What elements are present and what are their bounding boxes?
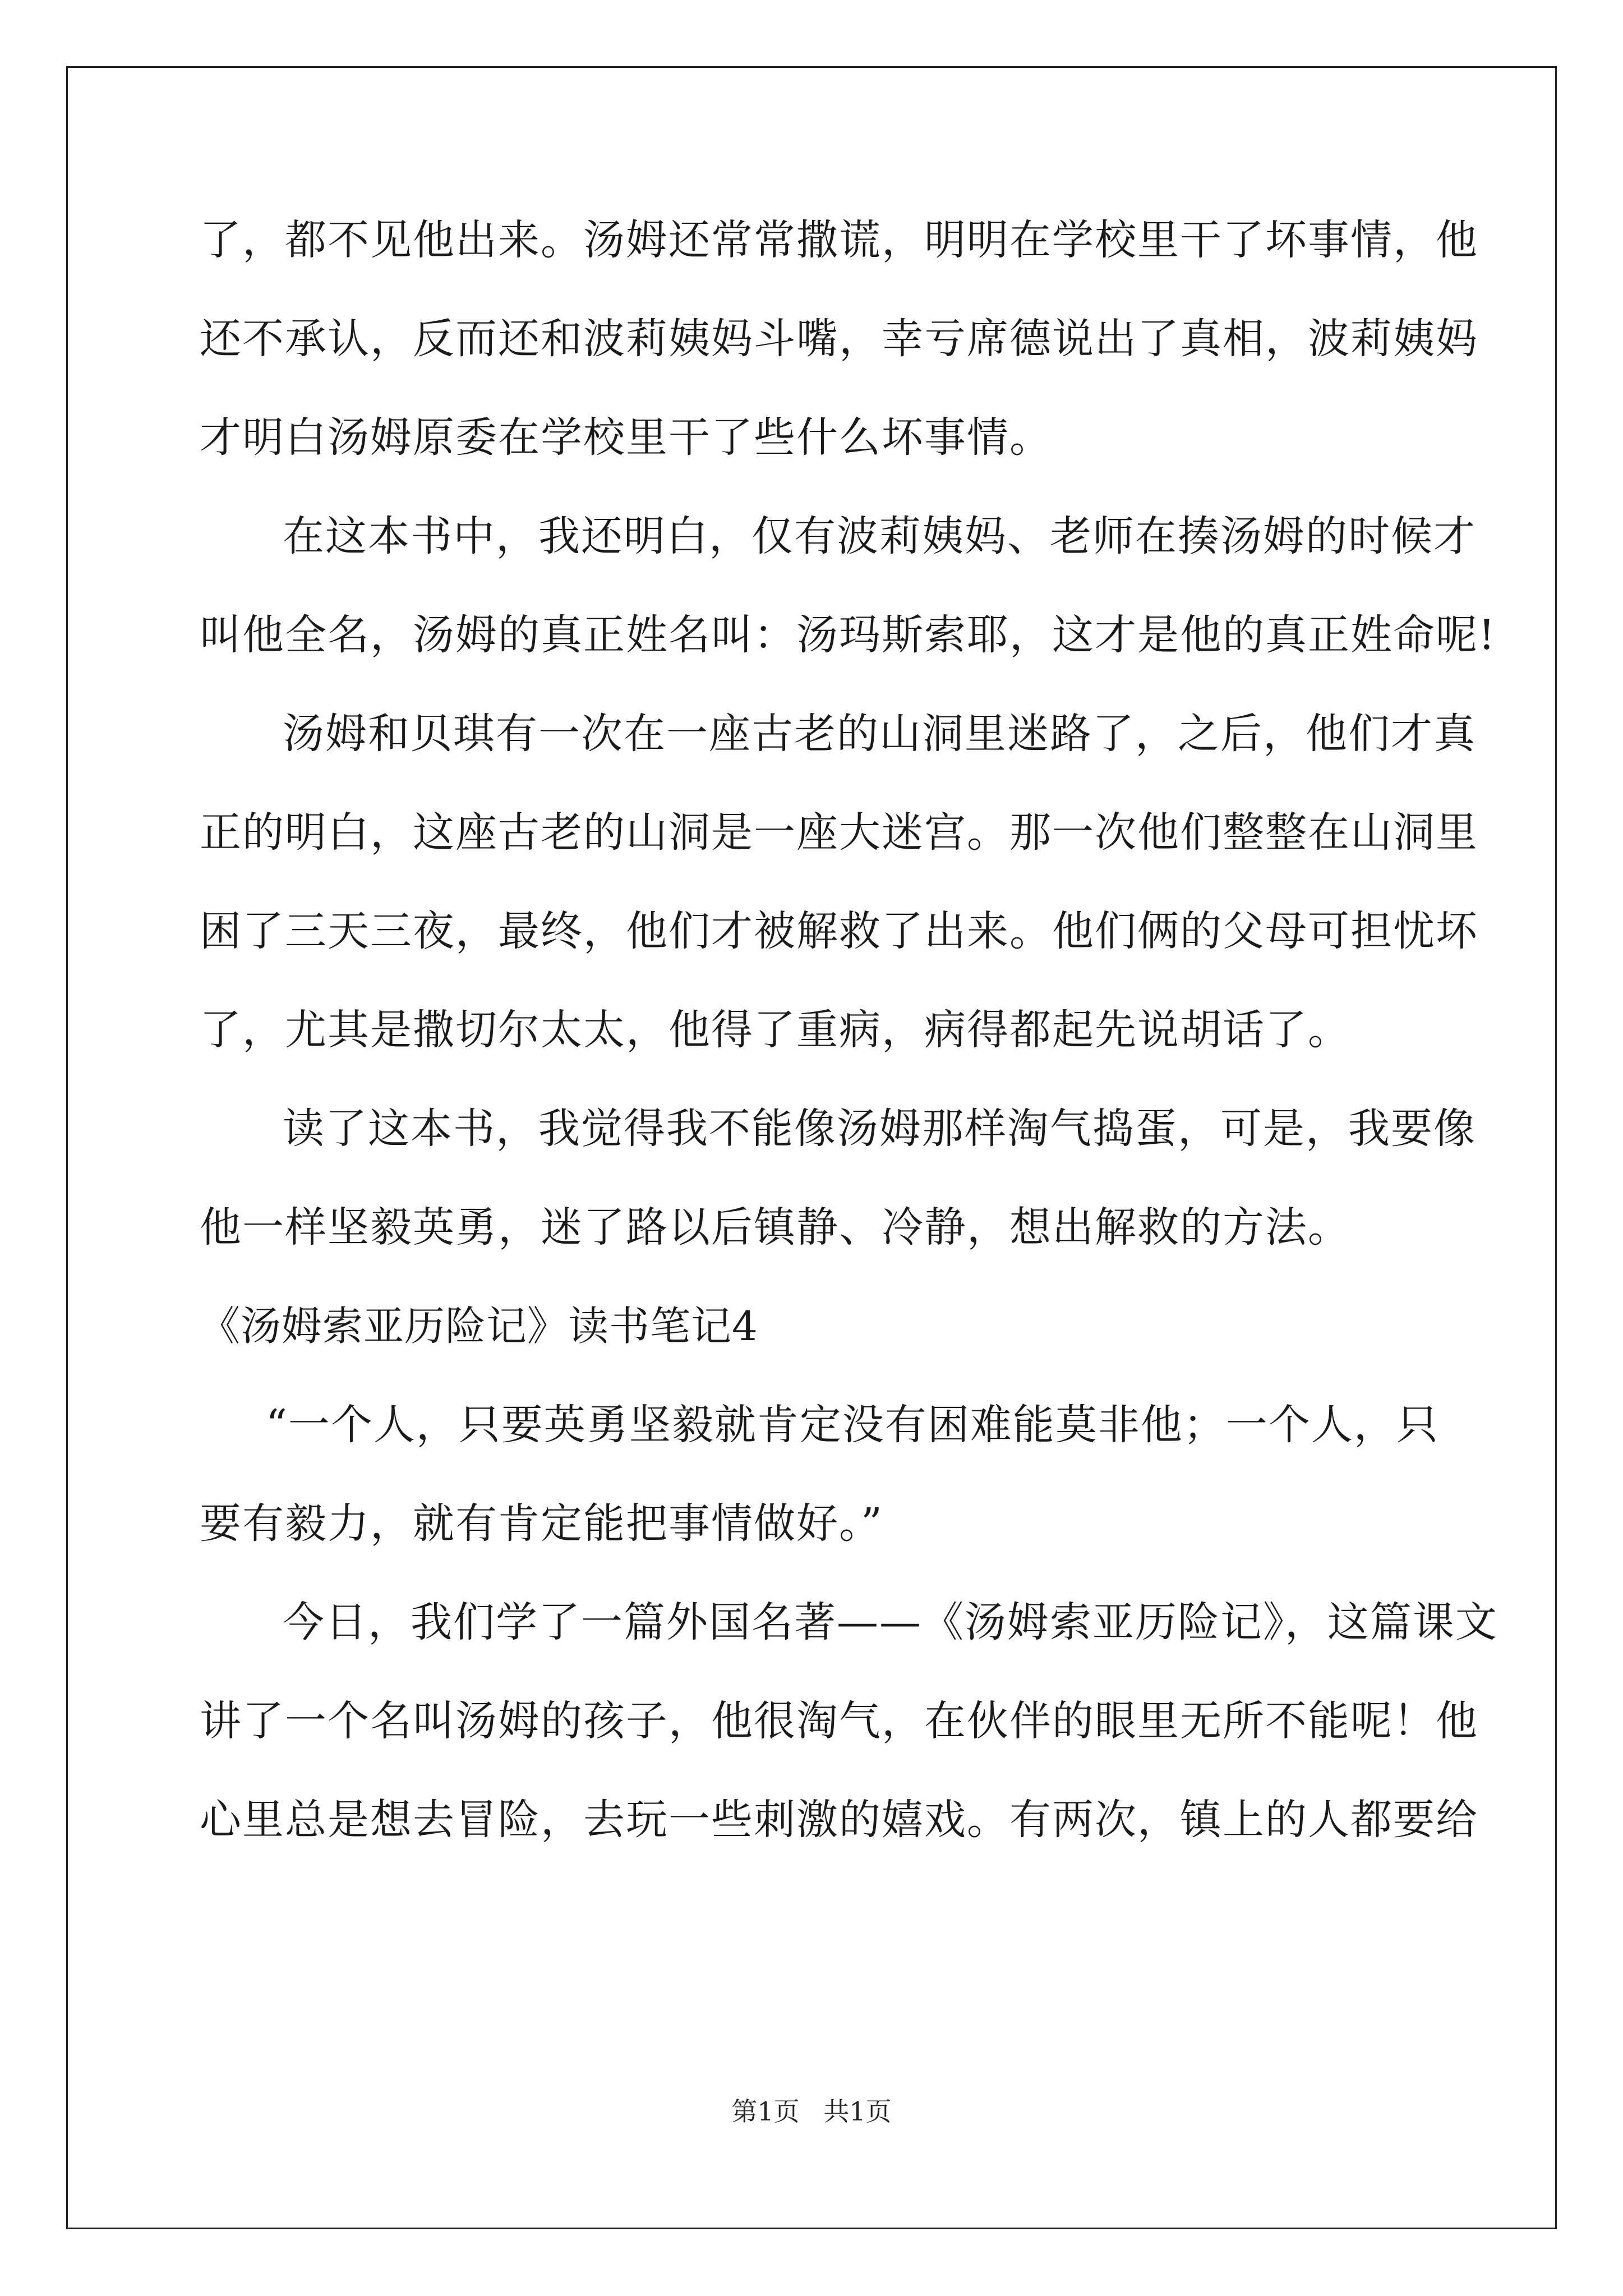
page-total: 共1页	[823, 2096, 892, 2127]
quote-line: 要有毅力，就有肯定能把事情做好。”	[200, 1499, 883, 1548]
text-line: 了，尤其是撒切尔太太，他得了重病，病得都起先说胡话了。	[200, 1006, 1350, 1054]
paragraph-start-line: 汤姆和贝琪有一次在一座古老的山洞里迷路了，之后，他们才真	[283, 710, 1476, 758]
text-line: 还不承认，反而还和波莉姨妈斗嘴，幸亏席德说出了真相，波莉姨妈	[200, 315, 1478, 363]
text-line: 困了三天三夜，最终，他们才被解救了出来。他们俩的父母可担忧坏	[200, 907, 1478, 955]
text-line: 他一样坚毅英勇，迷了路以后镇静、冷静，想出解救的方法。	[200, 1203, 1350, 1251]
section-heading: 《汤姆索亚历险记》读书笔记4	[200, 1303, 758, 1350]
text-line: 叫他全名，汤姆的真正姓名叫：汤玛斯索耶，这才是他的真正姓命呢!	[200, 611, 1496, 659]
text-line: 才明白汤姆原委在学校里干了些什么坏事情。	[200, 413, 1052, 462]
paragraph-start-line: 读了这本书，我觉得我不能像汤姆那样淘气捣蛋，可是，我要像	[283, 1105, 1476, 1153]
text-line: 正的明白，这座古老的山洞是一座大迷宫。那一次他们整整在山洞里	[200, 808, 1478, 857]
text-line: 心里总是想去冒险，去玩一些刺激的嬉戏。有两次，镇上的人都要给	[200, 1796, 1478, 1844]
quote-line: “一个人，只要英勇坚毅就肯定没有困难能莫非他；一个人，只	[266, 1401, 1439, 1449]
document-body	[200, 191, 1498, 1869]
paragraph-start-line: 今日，我们学了一篇外国名著——《汤姆索亚历险记》，这篇课文	[283, 1598, 1498, 1646]
text-line: 讲了一个名叫汤姆的孩子，他很淘气，在伙伴的眼里无所不能呢！他	[200, 1697, 1478, 1745]
paragraph-start-line: 在这本书中，我还明白，仅有波莉姨妈、老师在揍汤姆的时候才	[283, 512, 1476, 560]
page-footer	[0, 2091, 1623, 2128]
page-number: 第1页	[731, 2096, 800, 2127]
text-line: 了，都不见他出来。汤姆还常常撒谎，明明在学校里干了坏事情，他	[200, 216, 1478, 264]
